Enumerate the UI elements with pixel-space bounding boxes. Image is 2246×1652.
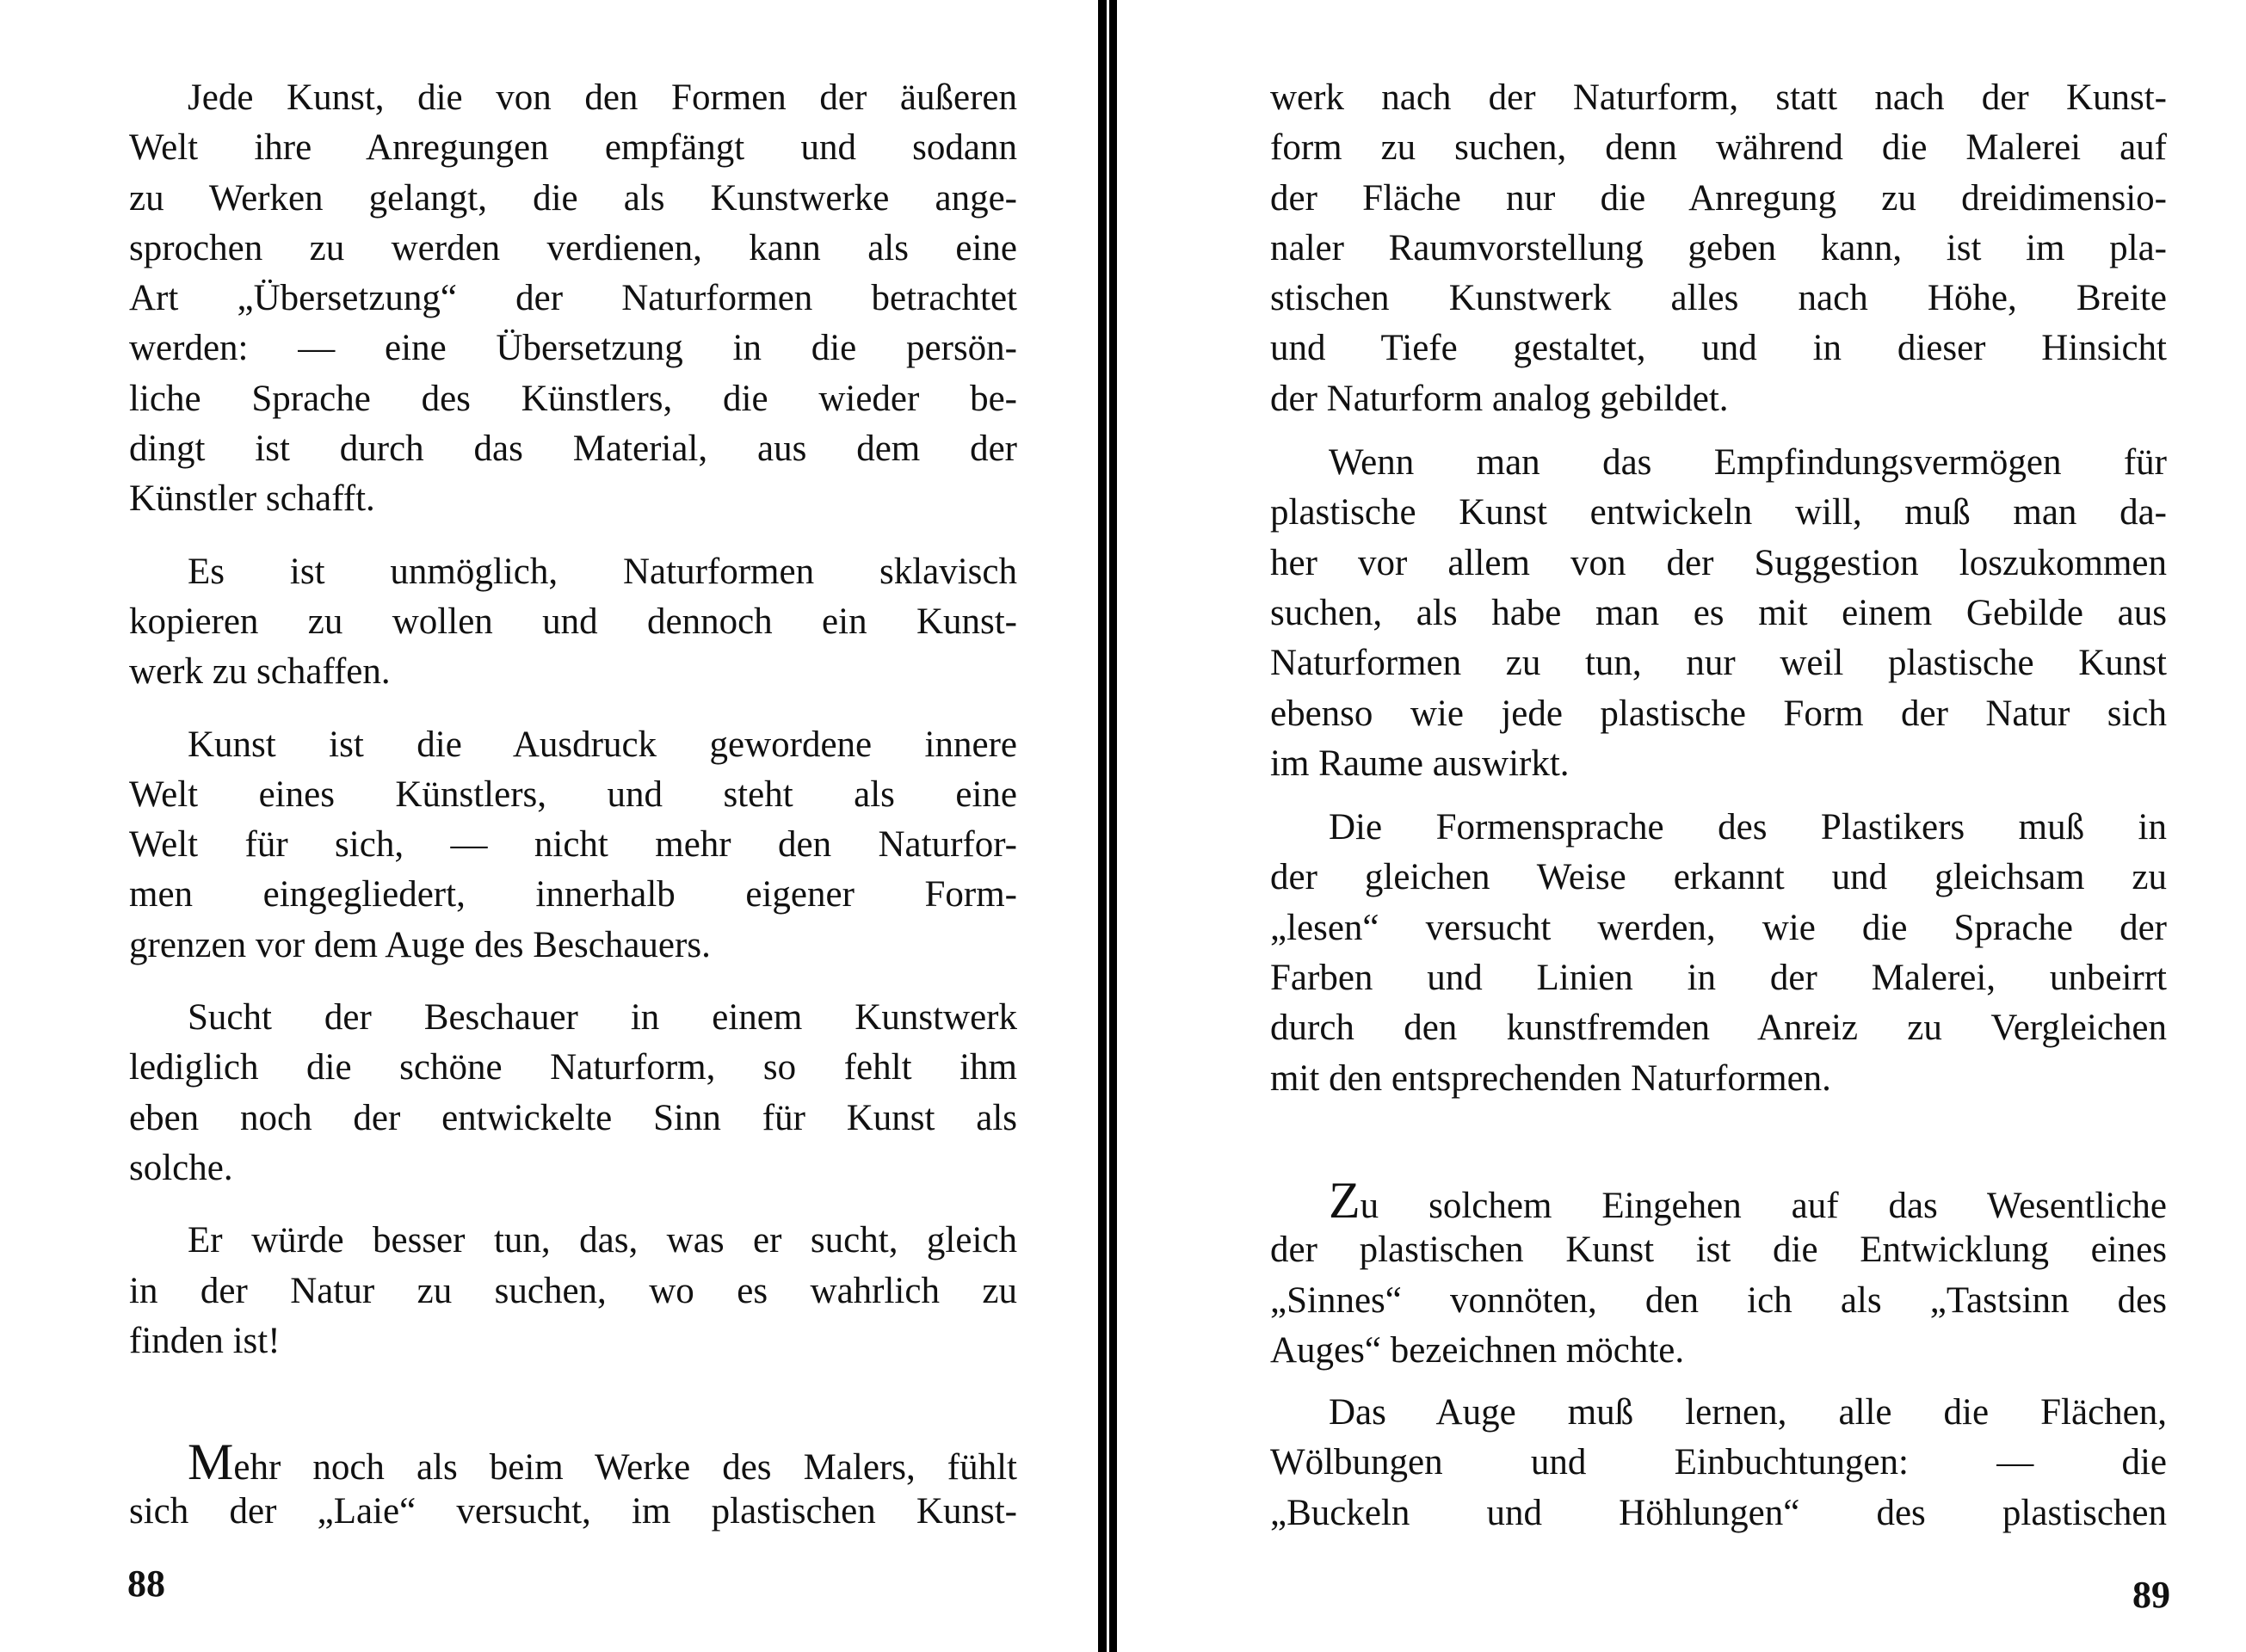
text-line [1270,1438,2167,1488]
line-text: sich der „Laie“ versucht, im plastischen Kunst- [129,1491,1017,1532]
line-text: grenzen vor dem Auge des Beschauers. [129,924,711,965]
line-text: werk nach der Naturform, statt nach der Kunst- [1270,77,2167,118]
text-line [129,720,1017,770]
line-text: liche Sprache des Künstlers, die wieder be- [129,378,1017,419]
text-line [129,174,1017,224]
text-line [1270,689,2167,739]
paragraph [129,1433,1017,1538]
line-text: der Naturform analog gebildet. [1270,378,1729,419]
line-text: eben noch der entwickelte Sinn für Kunst als [129,1097,1017,1138]
paragraph [1270,1171,2167,1376]
text-line [1270,438,2167,488]
text-line [129,374,1017,424]
text-line [129,1433,1017,1491]
line-text: Sucht der Beschauer in einem Kunstwerk [188,997,1017,1039]
text-line [1270,739,2167,789]
line-text: her vor allem von der Suggestion loszukommen [1270,542,2167,583]
text-line [129,547,1017,597]
line-text: werden: — eine Übersetzung in die persön- [129,328,1017,369]
line-text: durch den kunstfremden Anreiz zu Vergleichen [1270,1008,2167,1049]
text-line [1270,1276,2167,1326]
text-line [1270,1388,2167,1438]
line-text: kopieren zu wollen und dennoch ein Kunst- [129,601,1017,642]
line-text: in der Natur zu suchen, wo es wahrlich zu [129,1270,1017,1311]
text-line [129,1216,1017,1266]
line-text: sprochen zu werden verdienen, kann als eine [129,227,1017,268]
line-text: Es ist unmöglich, Naturformen sklavisch [188,551,1017,592]
line-text: „Buckeln und Höhlungen“ des plastischen [1270,1492,2167,1533]
line-text: u solchem Eingehen auf das Wesentliche [1360,1185,2167,1226]
line-text: der gleichen Weise erkannt und gleichsam zu [1270,857,2167,898]
line-text: Auges“ bezeichnen möchte. [1270,1329,1685,1371]
text-line [1270,1225,2167,1275]
line-text: lediglich die schöne Naturform, so fehlt ihm [129,1047,1017,1088]
text-line [129,474,1017,524]
line-text: plastische Kunst entwickeln will, muß man da- [1270,492,2167,533]
text-line [1270,853,2167,903]
line-text: ehr noch als beim Werke des Malers, fühlt [233,1447,1017,1489]
line-text: suchen, als habe man es mit einem Gebilde aus [1270,592,2167,633]
line-text: naler Raumvorstellung geben kann, ist im pla- [1270,227,2167,268]
paragraph [129,993,1017,1193]
line-text: Die Formensprache des Plastikers muß in [1329,807,2167,848]
text-line [1270,224,2167,274]
text-line [1270,1326,2167,1376]
page-number-right: 89 [2132,1574,2170,1616]
line-text: Welt für sich, — nicht mehr den Naturfor- [129,824,1017,866]
text-line [129,1043,1017,1093]
line-text: Art „Übersetzung“ der Naturformen betrachtet [129,278,1017,319]
line-text: „Sinnes“ vonnöten, den ich als „Tastsinn des [1270,1279,2167,1321]
text-line [129,424,1017,474]
line-text: Künstler schafft. [129,478,375,520]
line-text: im Raume auswirkt. [1270,743,1570,784]
paragraph [1270,73,2167,424]
text-line [129,123,1017,173]
text-line [129,274,1017,324]
text-line [129,224,1017,274]
line-text: Naturformen zu tun, nur weil plastische Kunst [1270,643,2167,684]
line-text: „lesen“ versucht werden, wie die Sprache der [1270,907,2167,948]
line-text: ebenso wie jede plastische Form der Natur sich [1270,693,2167,734]
text-line [129,921,1017,971]
line-text: Er würde besser tun, das, was er sucht, gleich [188,1220,1017,1261]
paragraph [1270,1388,2167,1538]
line-text: Welt ihre Anregungen empfängt und sodann [129,127,1017,169]
right-page [1270,73,2167,1538]
line-text: Wölbungen und Einbuchtungen: — die [1270,1442,2167,1483]
line-text: form zu suchen, denn während die Malerei auf [1270,127,2167,169]
line-text: Das Auge muß lernen, alle die Flächen, [1329,1392,2167,1433]
initial-letter: M [188,1433,234,1491]
text-line [1270,1054,2167,1104]
text-line [1270,123,2167,173]
text-line [129,770,1017,820]
text-line [129,820,1017,870]
line-text: der Fläche nur die Anregung zu dreidimensio- [1270,177,2167,219]
text-line [1270,488,2167,538]
text-line [1270,539,2167,589]
line-text: mit den entsprechenden Naturformen. [1270,1057,1831,1099]
text-line [129,1094,1017,1143]
text-line [1270,953,2167,1003]
line-text: Farben und Linien in der Malerei, unbeirrt [1270,958,2167,999]
text-line [129,1143,1017,1193]
text-line [1270,1489,2167,1538]
text-line [1270,174,2167,224]
text-line [129,324,1017,373]
book-gutter-line [1098,0,1107,1652]
line-text: solche. [129,1147,233,1188]
text-line [129,597,1017,647]
line-text: Wenn man das Empfindungsvermögen für [1329,442,2167,484]
line-text: werk zu schaffen. [129,651,391,693]
text-line [129,1316,1017,1366]
text-line [129,73,1017,123]
text-line [1270,1171,2167,1229]
line-text: Kunst ist die Ausdruck gewordene innere [188,724,1017,765]
text-line [1270,1003,2167,1053]
paragraph [129,720,1017,971]
line-text: men eingegliedert, innerhalb eigener Form- [129,874,1017,915]
line-text: stischen Kunstwerk alles nach Höhe, Breite [1270,278,2167,319]
line-text: Jede Kunst, die von den Formen der äußeren [188,77,1017,118]
text-line [1270,638,2167,688]
line-text: Welt eines Künstlers, und steht als eine [129,774,1017,815]
text-line [1270,803,2167,853]
text-line [1270,274,2167,324]
text-line [129,870,1017,920]
paragraph [1270,438,2167,789]
text-line [129,647,1017,697]
paragraph [1270,803,2167,1104]
paragraph [129,73,1017,525]
line-text: und Tiefe gestaltet, und in dieser Hinsicht [1270,328,2167,369]
line-text: dingt ist durch das Material, aus dem der [129,428,1017,470]
line-text: zu Werken gelangt, die als Kunstwerke ange- [129,177,1017,219]
text-line [129,1267,1017,1316]
text-line [1270,374,2167,424]
paragraph [129,547,1017,698]
line-text: der plastischen Kunst ist die Entwicklung eines [1270,1230,2167,1271]
initial-letter: Z [1329,1171,1361,1229]
text-line [1270,324,2167,373]
text-line [1270,903,2167,953]
text-line [1270,589,2167,638]
text-line [129,993,1017,1043]
page-number-left: 88 [127,1563,165,1605]
text-line [1270,73,2167,123]
left-page [129,73,1017,1538]
book-gutter-line [1109,0,1117,1652]
paragraph [129,1216,1017,1366]
text-line [129,1487,1017,1537]
line-text: finden ist! [129,1320,281,1361]
